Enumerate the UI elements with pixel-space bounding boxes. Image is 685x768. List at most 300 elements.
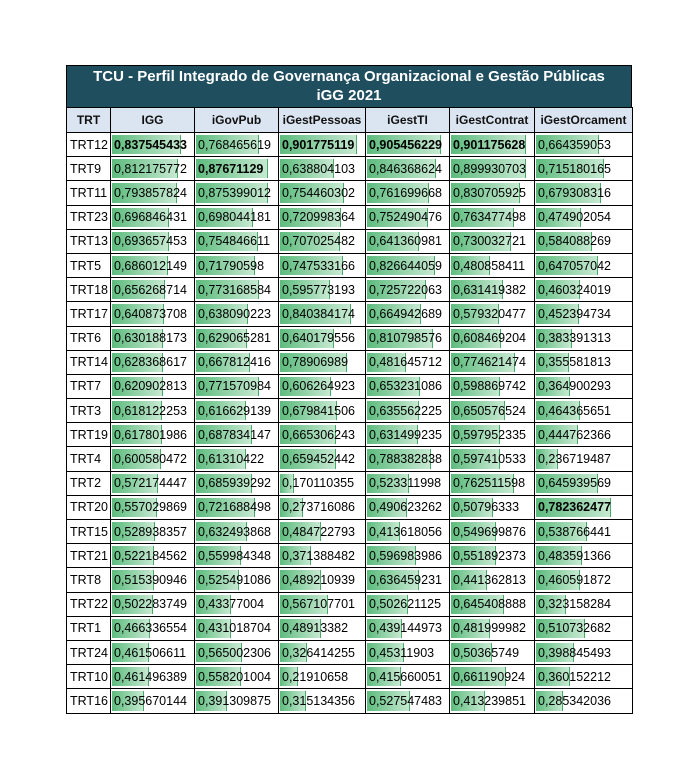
value-text: 0,596983986 [369,548,442,563]
value-cell [111,205,195,229]
value-text: 0,315134356 [282,693,355,708]
table-row [67,471,633,495]
trt-cell: TRT24 [67,640,111,664]
value-cell [279,205,366,229]
value-cell [195,616,279,640]
value-text: 0,71790598 [198,258,265,273]
value-cell [111,495,195,519]
value-text: 0,901175628 [453,137,526,152]
value-cell [195,665,279,689]
value-text: 0,698044181 [198,210,271,225]
value-text: 0,522184562 [114,548,187,563]
value-cell [366,423,450,447]
value-cell [111,689,195,713]
value-text: 0,598869742 [453,379,526,394]
table-row [67,157,633,181]
trt-cell: TRT12 [67,133,111,157]
value-text: 0,635562225 [369,403,442,418]
value-cell [535,689,633,713]
trt-cell: TRT20 [67,495,111,519]
value-cell [450,229,535,253]
value-cell [111,471,195,495]
value-cell [535,374,633,398]
value-cell [111,665,195,689]
table-row [67,640,633,664]
value-text: 0,415660051 [369,669,442,684]
value-text: 0,48913382 [282,621,349,636]
value-text: 0,464365651 [538,403,611,418]
value-cell [366,133,450,157]
col-header-igovpub: iGovPub [195,108,279,133]
value-text: 0,21910658 [282,669,349,684]
table-row [67,133,633,157]
trt-cell: TRT22 [67,592,111,616]
table-row [67,665,633,689]
value-cell [535,665,633,689]
value-text: 0,461496389 [114,669,187,684]
value-cell [450,253,535,277]
value-cell [111,133,195,157]
value-text: 0,638090223 [198,306,271,321]
value-cell [279,229,366,253]
value-cell [535,157,633,181]
value-text: 0,78906989 [282,355,349,370]
value-text: 0,685939292 [198,476,271,491]
value-text: 0,528938357 [114,524,187,539]
value-text: 0,846368624 [369,161,442,176]
value-text: 0,812175772 [114,161,187,176]
value-cell [111,520,195,544]
trt-cell: TRT15 [67,520,111,544]
value-cell [535,616,633,640]
value-cell [535,520,633,544]
table-row [67,447,633,471]
value-cell [279,350,366,374]
value-cell [195,399,279,423]
value-cell [195,520,279,544]
value-text: 0,659452442 [282,452,355,467]
value-text: 0,640873708 [114,306,187,321]
value-cell [195,544,279,568]
value-cell [195,640,279,664]
value-cell [535,399,633,423]
value-cell [279,278,366,302]
value-text: 0,840384174 [282,306,355,321]
trt-cell: TRT16 [67,689,111,713]
value-cell [195,205,279,229]
value-text: 0,679308316 [538,185,611,200]
value-text: 0,788382838 [369,452,442,467]
value-text: 0,774621474 [453,355,526,370]
value-cell [366,253,450,277]
value-text: 0,355581813 [538,355,611,370]
value-cell [279,181,366,205]
value-text: 0,686012149 [114,258,187,273]
value-text: 0,618122253 [114,403,187,418]
col-header-trt: TRT [67,108,111,133]
trt-cell: TRT8 [67,568,111,592]
value-text: 0,466336554 [114,621,187,636]
value-text: 0,725722063 [369,282,442,297]
value-cell [195,689,279,713]
value-text: 0,461506611 [114,645,187,660]
value-text: 0,715180165 [538,161,611,176]
table-row [67,689,633,713]
value-text: 0,323158284 [538,597,611,612]
value-cell [195,157,279,181]
table-row [67,350,633,374]
value-text: 0,371388482 [282,548,355,563]
value-cell [366,205,450,229]
trt-cell: TRT14 [67,350,111,374]
table-row [67,374,633,398]
table-row [67,181,633,205]
value-text: 0,326414255 [282,645,355,660]
value-cell [111,374,195,398]
value-cell [195,181,279,205]
value-cell [366,495,450,519]
value-text: 0,899930703 [453,161,526,176]
value-text: 0,236719487 [538,452,611,467]
value-cell [535,229,633,253]
value-text: 0,285342036 [538,693,611,708]
value-cell [279,133,366,157]
value-text: 0,565002306 [198,645,271,660]
value-cell [450,616,535,640]
value-cell [450,157,535,181]
value-text: 0,595773193 [282,282,355,297]
value-text: 0,679841506 [282,403,355,418]
value-text: 0,383391313 [538,331,611,346]
value-text: 0,754460302 [282,185,355,200]
value-cell [535,423,633,447]
value-text: 0,525491086 [198,572,271,587]
value-text: 0,730032721 [453,234,526,249]
value-text: 0,608469204 [453,331,526,346]
value-cell [279,374,366,398]
value-text: 0,645939569 [538,476,611,491]
value-text: 0,687834147 [198,427,271,442]
col-header-igg: IGG [111,108,195,133]
value-cell [279,640,366,664]
value-cell [195,133,279,157]
value-cell [450,399,535,423]
value-cell [195,423,279,447]
value-cell [111,181,195,205]
value-text: 0,559984348 [198,548,271,563]
value-text: 0,693657453 [114,234,187,249]
value-text: 0,761699668 [369,185,442,200]
value-cell [279,520,366,544]
value-cell [535,205,633,229]
header-row [67,108,633,133]
value-text: 0,752490476 [369,210,442,225]
table-row [67,544,633,568]
value-cell [450,689,535,713]
value-cell [195,253,279,277]
value-text: 0,826644059 [369,258,442,273]
value-cell [279,495,366,519]
value-cell [366,447,450,471]
value-cell [535,278,633,302]
value-text: 0,597410533 [453,452,526,467]
value-cell [195,326,279,350]
trt-cell: TRT3 [67,399,111,423]
value-text: 0,754846611 [198,234,271,249]
value-text: 0,431018704 [198,621,271,636]
value-text: 0,490623262 [369,500,442,515]
value-text: 0,747533166 [282,258,355,273]
table-row [67,592,633,616]
value-cell [366,326,450,350]
table-row [67,423,633,447]
value-text: 0,620902813 [114,379,187,394]
value-cell [111,302,195,326]
table-title [66,65,632,107]
value-cell [450,302,535,326]
value-text: 0,707025482 [282,234,355,249]
value-cell [279,616,366,640]
value-text: 0,50365749 [453,645,520,660]
value-cell [195,447,279,471]
value-cell [195,568,279,592]
table-row [67,495,633,519]
value-cell [195,302,279,326]
value-text: 0,638804103 [282,161,355,176]
value-text: 0,538766441 [538,524,611,539]
value-text: 0,558201004 [198,669,271,684]
value-cell [279,253,366,277]
value-text: 0,439144973 [369,621,442,636]
igg-table-frame [66,65,632,714]
value-cell [535,640,633,664]
value-cell [279,302,366,326]
value-text: 0,606264923 [282,379,355,394]
value-cell [450,181,535,205]
value-cell [450,495,535,519]
value-cell [535,181,633,205]
value-text: 0,170110355 [282,476,355,491]
value-cell [366,544,450,568]
value-text: 0,61310422 [198,452,265,467]
value-text: 0,444762366 [538,427,611,442]
trt-cell: TRT19 [67,423,111,447]
value-cell [366,399,450,423]
value-text: 0,667812416 [198,355,271,370]
value-cell [450,326,535,350]
value-cell [366,520,450,544]
value-cell [111,278,195,302]
value-cell [450,423,535,447]
value-text: 0,87671129 [198,161,264,176]
value-text: 0,810798576 [369,331,442,346]
value-cell [450,278,535,302]
value-text: 0,773168584 [198,282,271,297]
value-cell [366,665,450,689]
value-cell [279,471,366,495]
value-text: 0,489210939 [282,572,355,587]
value-cell [535,568,633,592]
value-cell [450,520,535,544]
value-cell [111,616,195,640]
value-cell [450,374,535,398]
value-cell [450,665,535,689]
value-cell [279,689,366,713]
value-text: 0,45311903 [369,645,435,660]
value-text: 0,629065281 [198,331,271,346]
title-line-2: iGG 2021 [316,87,382,104]
value-text: 0,510732682 [538,621,611,636]
value-cell [366,568,450,592]
value-cell [279,568,366,592]
value-cell [366,229,450,253]
value-text: 0,630188173 [114,331,187,346]
trt-cell: TRT18 [67,278,111,302]
value-cell [111,568,195,592]
value-text: 0,640179556 [282,331,355,346]
col-header-igestpessoas: iGestPessoas [279,108,366,133]
value-text: 0,481999982 [453,621,526,636]
value-cell [111,399,195,423]
value-text: 0,793857824 [114,185,187,200]
col-header-igestorcament: iGestOrcament [535,108,633,133]
value-text: 0,830705925 [453,185,526,200]
value-cell [111,423,195,447]
value-cell [195,229,279,253]
value-cell [195,374,279,398]
value-text: 0,664942689 [369,306,442,321]
value-text: 0,720998364 [282,210,355,225]
trt-cell: TRT6 [67,326,111,350]
trt-cell: TRT1 [67,616,111,640]
table-row [67,399,633,423]
value-text: 0,395670144 [114,693,187,708]
value-text: 0,273716086 [282,500,355,515]
value-cell [279,157,366,181]
value-text: 0,837545433 [114,137,187,152]
value-cell [535,471,633,495]
value-text: 0,653231086 [369,379,442,394]
value-text: 0,782362477 [538,500,611,515]
value-text: 0,527547483 [369,693,442,708]
trt-cell: TRT4 [67,447,111,471]
value-cell [366,616,450,640]
table-row [67,326,633,350]
value-text: 0,647057042 [538,258,611,273]
title-line-1: TCU - Perfil Integrado de Governança Organizacional e Gestão Públicas [93,68,605,85]
table-row [67,253,633,277]
value-text: 0,771570984 [198,379,271,394]
value-cell [195,592,279,616]
col-header-igestcontrat: iGestContrat [450,108,535,133]
value-text: 0,665306243 [282,427,355,442]
value-cell [535,350,633,374]
value-text: 0,441362813 [453,572,526,587]
trt-cell: TRT23 [67,205,111,229]
value-text: 0,567107701 [282,597,355,612]
value-cell [111,592,195,616]
value-text: 0,579320477 [453,306,526,321]
value-cell [366,302,450,326]
value-text: 0,664359053 [538,137,611,152]
value-text: 0,549699876 [453,524,526,539]
value-cell [450,592,535,616]
value-cell [279,665,366,689]
value-text: 0,584088269 [538,234,611,249]
table-row [67,278,633,302]
value-cell [366,181,450,205]
value-cell [450,133,535,157]
value-text: 0,616629139 [198,403,271,418]
value-text: 0,721688498 [198,500,271,515]
value-text: 0,632493868 [198,524,271,539]
value-cell [535,326,633,350]
value-cell [535,495,633,519]
value-cell [535,592,633,616]
value-cell [111,544,195,568]
value-cell [279,544,366,568]
value-text: 0,557029869 [114,500,187,515]
value-cell [111,157,195,181]
value-text: 0,483591366 [538,548,611,563]
value-cell [279,592,366,616]
trt-cell: TRT9 [67,157,111,181]
value-text: 0,645408888 [453,597,526,612]
trt-cell: TRT13 [67,229,111,253]
value-cell [535,544,633,568]
value-text: 0,905456229 [369,137,442,152]
value-cell [535,253,633,277]
value-cell [111,447,195,471]
value-text: 0,617801986 [114,427,187,442]
value-cell [535,447,633,471]
value-text: 0,901775119 [282,137,355,152]
value-cell [535,133,633,157]
table-row [67,205,633,229]
value-cell [195,350,279,374]
value-cell [366,374,450,398]
table-row [67,302,633,326]
value-text: 0,631419382 [453,282,526,297]
value-cell [366,350,450,374]
value-cell [279,326,366,350]
value-text: 0,364900293 [538,379,611,394]
value-cell [366,157,450,181]
value-cell [366,592,450,616]
value-text: 0,597952335 [453,427,526,442]
table-row [67,616,633,640]
value-text: 0,875399012 [198,185,271,200]
value-text: 0,360152212 [538,669,611,684]
value-text: 0,572174447 [114,476,187,491]
value-text: 0,50796333 [453,500,520,515]
value-text: 0,484722793 [282,524,355,539]
value-cell [195,495,279,519]
value-text: 0,600580472 [114,452,187,467]
value-text: 0,763477498 [453,210,526,225]
col-header-igestti: iGestTI [366,108,450,133]
value-cell [279,399,366,423]
value-cell [111,350,195,374]
table-body [67,133,633,714]
value-cell [366,640,450,664]
value-text: 0,452394734 [538,306,611,321]
value-cell [195,471,279,495]
value-text: 0,628368617 [114,355,187,370]
value-cell [279,423,366,447]
value-text: 0,631499235 [369,427,442,442]
value-text: 0,502621125 [369,597,442,612]
